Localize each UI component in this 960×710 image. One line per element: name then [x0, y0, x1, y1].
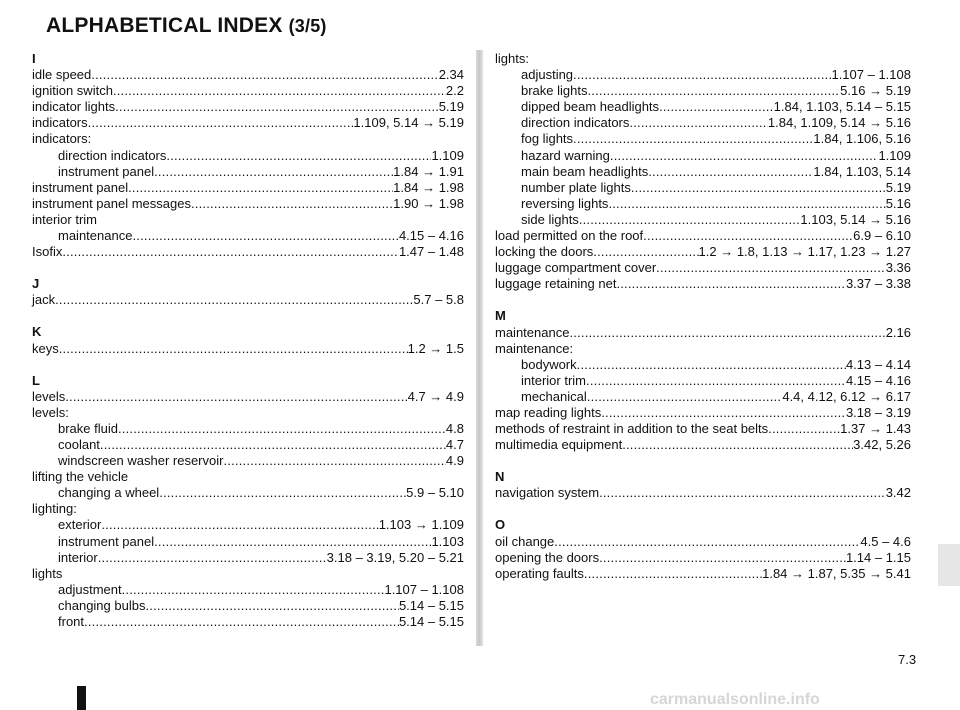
- entry-page-ref: 4.7 → 4.9: [407, 388, 464, 404]
- index-heading: lights: [32, 565, 63, 581]
- dot-leader: [88, 115, 354, 131]
- entry-page-ref: 5.16 → 5.19: [840, 83, 911, 99]
- index-entry: [495, 244, 911, 260]
- entry-page-ref: 5.14 – 5.15: [398, 614, 464, 629]
- entry-label: hazard warning: [521, 147, 610, 163]
- index-entry: [32, 99, 464, 115]
- dot-leader: [84, 614, 399, 630]
- entry-page-ref: 1.103 → 1.109: [378, 517, 464, 533]
- entry-page-ref: 3.36: [885, 260, 911, 276]
- entry-label: exterior: [58, 517, 102, 533]
- entry-page-ref: 1.107 – 1.108: [831, 67, 911, 83]
- index-entry: [32, 292, 464, 308]
- index-subentry: [495, 389, 911, 405]
- entry-label: map reading lights: [495, 404, 602, 420]
- entry-label: luggage compartment cover: [495, 260, 657, 276]
- entry-page-ref: 1.84, 1.103, 5.14: [813, 163, 911, 179]
- entry-label: multimedia equipment: [495, 437, 623, 453]
- dot-leader: [616, 276, 846, 292]
- entry-label: idle speed: [32, 67, 92, 83]
- dot-leader: [629, 115, 768, 131]
- dot-leader: [648, 164, 813, 180]
- dot-leader: [55, 292, 413, 308]
- dot-leader: [98, 550, 327, 566]
- dot-leader: [656, 260, 886, 276]
- dot-leader: [573, 131, 813, 147]
- entry-page-ref: 5.19: [438, 99, 464, 115]
- entry-label: interior: [58, 549, 98, 565]
- index-letter: L: [32, 372, 40, 388]
- watermark: carmanualsonline.info: [650, 691, 820, 708]
- entry-page-ref: 1.109: [431, 147, 464, 163]
- entry-label: indicator lights: [32, 99, 116, 115]
- index-letter: O: [495, 517, 506, 533]
- dot-leader: [622, 437, 853, 453]
- dot-leader: [62, 244, 399, 260]
- entry-label: methods of restraint in addition to the seat belts: [495, 421, 769, 437]
- dot-leader: [608, 196, 885, 212]
- dot-leader: [101, 517, 378, 533]
- entry-page-ref: 2.2: [445, 83, 464, 99]
- entry-page-ref: 4.9: [445, 453, 464, 469]
- entry-label: changing bulbs: [58, 597, 146, 613]
- index-subentry: [495, 196, 911, 212]
- entry-page-ref: 2.16: [885, 324, 911, 340]
- dot-leader: [145, 598, 398, 614]
- entry-label: load permitted on the roof: [495, 228, 644, 244]
- index-subentry: [32, 453, 464, 469]
- index-subentry: [32, 437, 464, 453]
- entry-label: instrument panel: [32, 179, 129, 195]
- entry-page-ref: 1.14 – 1.15: [845, 549, 911, 565]
- dot-leader: [599, 485, 886, 501]
- dot-leader: [65, 389, 407, 405]
- index-subentry: [32, 598, 464, 614]
- index-entry: [32, 341, 464, 357]
- entry-page-ref: 1.103: [431, 533, 464, 549]
- entry-label: maintenance: [495, 324, 570, 340]
- entry-page-ref: 3.37 – 3.38: [845, 276, 911, 292]
- index-subentry: [495, 131, 911, 147]
- entry-label: dipped beam headlights: [521, 99, 660, 115]
- index-subentry: [495, 115, 911, 131]
- entry-label: side lights: [521, 211, 579, 227]
- index-subentry: [32, 534, 464, 550]
- dot-leader: [610, 148, 879, 164]
- entry-page-ref: 1.84 → 1.87, 5.35 → 5.41: [762, 565, 911, 581]
- index-heading: levels:: [32, 404, 69, 420]
- index-subentry: [495, 99, 911, 115]
- entry-label: adjustment: [58, 581, 122, 597]
- index-entry: [495, 260, 911, 276]
- entry-page-ref: 4.4, 4.12, 6.12 → 6.17: [782, 388, 911, 404]
- dot-leader: [191, 196, 393, 212]
- entry-page-ref: 4.5 – 4.6: [860, 533, 911, 549]
- entry-label: levels: [32, 388, 66, 404]
- index-subentry: [32, 582, 464, 598]
- column-separator: [476, 50, 483, 646]
- section-gap: [495, 501, 911, 517]
- index-subentry: [495, 67, 911, 83]
- index-entry: [495, 325, 911, 341]
- index-entry: [32, 389, 464, 405]
- entry-label: front: [58, 614, 85, 629]
- entry-page-ref: 1.2 → 1.8, 1.13 → 1.17, 1.23 → 1.27: [698, 244, 911, 260]
- entry-page-ref: 5.7 – 5.8: [413, 292, 464, 308]
- index-letter: J: [32, 276, 40, 292]
- section-gap: [32, 357, 464, 373]
- dot-leader: [631, 180, 886, 196]
- entry-page-ref: 1.84, 1.109, 5.14 → 5.16: [767, 115, 911, 131]
- corner-marker: [77, 686, 86, 710]
- dot-leader: [768, 421, 840, 437]
- entry-label: operating faults: [495, 565, 584, 581]
- entry-label: brake fluid: [58, 420, 118, 436]
- index-entry: [495, 228, 911, 244]
- index-column-left: [32, 51, 464, 630]
- entry-label: navigation system: [495, 485, 600, 501]
- entry-page-ref: 4.15 – 4.16: [398, 228, 464, 244]
- index-heading: lights:: [495, 51, 529, 66]
- index-entry: [32, 83, 464, 99]
- entry-label: coolant: [58, 436, 100, 452]
- dot-leader: [586, 373, 846, 389]
- index-letter: I: [32, 51, 36, 66]
- index-heading: lifting the vehicle: [32, 469, 129, 485]
- index-entry: [495, 421, 911, 437]
- entry-label: opening the doors: [495, 549, 600, 565]
- entry-page-ref: 2.34: [438, 67, 464, 83]
- entry-page-ref: 1.103, 5.14 → 5.16: [800, 211, 911, 227]
- index-entry: [495, 550, 911, 566]
- dot-leader: [587, 389, 783, 405]
- index-entry: [32, 67, 464, 83]
- dot-leader: [599, 550, 846, 566]
- dot-leader: [166, 148, 431, 164]
- title-text: ALPHABETICAL INDEX: [46, 14, 283, 37]
- chapter-tab: [938, 544, 960, 586]
- entry-label: main beam headlights: [521, 163, 649, 179]
- entry-page-ref: 4.15 – 4.16: [845, 372, 911, 388]
- index-subentry: [495, 164, 911, 180]
- entry-page-ref: 6.9 – 6.10: [853, 228, 911, 244]
- entry-label: instrument panel: [58, 163, 155, 179]
- entry-label: fog lights: [521, 131, 574, 147]
- index-subentry: [32, 228, 464, 244]
- index-heading: lighting:: [32, 501, 77, 517]
- index-subentry: [32, 517, 464, 533]
- dot-leader: [122, 582, 385, 598]
- section-gap: [495, 453, 911, 469]
- entry-page-ref: 3.18 – 3.19: [845, 404, 911, 420]
- entry-label: mechanical: [521, 388, 587, 404]
- index-subentry: [32, 164, 464, 180]
- entry-page-ref: 3.18 – 3.19, 5.20 – 5.21: [326, 549, 464, 565]
- dot-leader: [100, 437, 446, 453]
- dot-leader: [132, 228, 398, 244]
- entry-page-ref: 1.109: [878, 147, 911, 163]
- entry-page-ref: 5.9 – 5.10: [406, 485, 464, 501]
- entry-label: keys: [32, 340, 59, 356]
- index-subentry: [32, 550, 464, 566]
- dot-leader: [223, 453, 445, 469]
- entry-page-ref: 1.109, 5.14 → 5.19: [353, 115, 464, 131]
- entry-page-ref: 3.42, 5.26: [853, 437, 911, 453]
- section-gap: [495, 292, 911, 308]
- index-entry: [495, 276, 911, 292]
- entry-page-ref: 1.84 → 1.98: [393, 179, 464, 195]
- index-subentry: [32, 148, 464, 164]
- entry-page-ref: 1.37 → 1.43: [840, 421, 911, 437]
- dot-leader: [584, 566, 762, 582]
- index-letter: M: [495, 308, 506, 324]
- entry-label: oil change: [495, 533, 555, 549]
- index-subentry: [495, 148, 911, 164]
- entry-label: luggage retaining net: [495, 276, 617, 292]
- dot-leader: [593, 244, 698, 260]
- page-title: [46, 14, 327, 38]
- entry-label: direction indicators: [521, 115, 630, 131]
- entry-page-ref: 1.47 – 1.48: [398, 244, 464, 260]
- index-heading: interior trim: [32, 211, 98, 227]
- entry-label: instrument panel messages: [32, 195, 191, 211]
- dot-leader: [113, 83, 446, 99]
- entry-page-ref: 1.90 → 1.98: [393, 195, 464, 211]
- entry-page-ref: 1.84, 1.106, 5.16: [813, 131, 911, 147]
- dot-leader: [601, 405, 846, 421]
- index-letter: K: [32, 324, 42, 340]
- entry-label: indicators: [32, 115, 88, 131]
- entry-label: changing a wheel: [58, 485, 160, 501]
- entry-label: instrument panel: [58, 533, 155, 549]
- entry-page-ref: 4.8: [445, 420, 464, 436]
- entry-page-ref: 5.19: [885, 179, 911, 195]
- section-gap: [32, 308, 464, 324]
- title-part: (3/5): [288, 16, 327, 36]
- entry-label: maintenance: [58, 228, 133, 244]
- entry-page-ref: 1.84, 1.103, 5.14 – 5.15: [773, 99, 911, 115]
- index-subentry: [495, 83, 911, 99]
- index-subentry: [495, 180, 911, 196]
- dot-leader: [115, 99, 439, 115]
- index-subentry: [32, 421, 464, 437]
- entry-label: jack: [32, 292, 56, 308]
- dot-leader: [577, 357, 846, 373]
- entry-label: bodywork: [521, 356, 577, 372]
- entry-label: brake lights: [521, 83, 588, 99]
- entry-page-ref: 4.7: [445, 436, 464, 452]
- dot-leader: [569, 325, 885, 341]
- entry-page-ref: 4.13 – 4.14: [845, 356, 911, 372]
- entry-label: reversing lights: [521, 195, 609, 211]
- entry-page-ref: 3.42: [885, 485, 911, 501]
- entry-page-ref: 1.2 → 1.5: [407, 340, 464, 356]
- index-column-right: [495, 51, 911, 582]
- entry-page-ref: 5.16: [885, 195, 911, 211]
- index-entry: [495, 566, 911, 582]
- dot-leader: [154, 534, 431, 550]
- dot-leader: [159, 485, 406, 501]
- index-subentry: [495, 373, 911, 389]
- index-entry: [495, 437, 911, 453]
- page-number: 7.3: [898, 652, 917, 667]
- index-subentry: [32, 485, 464, 501]
- dot-leader: [573, 67, 831, 83]
- entry-page-ref: 1.84 → 1.91: [393, 163, 464, 179]
- index-subentry: [32, 614, 464, 630]
- section-gap: [32, 260, 464, 276]
- dot-leader: [579, 212, 801, 228]
- entry-label: windscreen washer reservoir: [58, 453, 224, 469]
- dot-leader: [554, 534, 860, 550]
- entry-label: adjusting: [521, 67, 574, 83]
- entry-label: ignition switch: [32, 83, 113, 99]
- dot-leader: [659, 99, 774, 115]
- dot-leader: [587, 83, 840, 99]
- entry-label: Isofix: [32, 244, 63, 260]
- entry-label: interior trim: [521, 372, 587, 388]
- index-entry: [32, 244, 464, 260]
- index-entry: [495, 485, 911, 501]
- entry-page-ref: 5.14 – 5.15: [398, 597, 464, 613]
- index-subentry: [495, 357, 911, 373]
- index-letter: N: [495, 469, 505, 485]
- index-entry: [495, 405, 911, 421]
- index-entry: [32, 180, 464, 196]
- index-entry: [32, 115, 464, 131]
- dot-leader: [91, 67, 438, 83]
- index-subentry: [495, 212, 911, 228]
- entry-page-ref: 1.107 – 1.108: [384, 581, 464, 597]
- entry-label: locking the doors: [495, 244, 594, 260]
- dot-leader: [128, 180, 393, 196]
- dot-leader: [118, 421, 446, 437]
- entry-label: number plate lights: [521, 179, 631, 195]
- index-entry: [32, 196, 464, 212]
- dot-leader: [154, 164, 393, 180]
- dot-leader: [59, 341, 408, 357]
- index-entry: [495, 534, 911, 550]
- index-heading: maintenance:: [495, 340, 574, 356]
- entry-label: direction indicators: [58, 147, 167, 163]
- index-heading: indicators:: [32, 131, 92, 147]
- dot-leader: [643, 228, 853, 244]
